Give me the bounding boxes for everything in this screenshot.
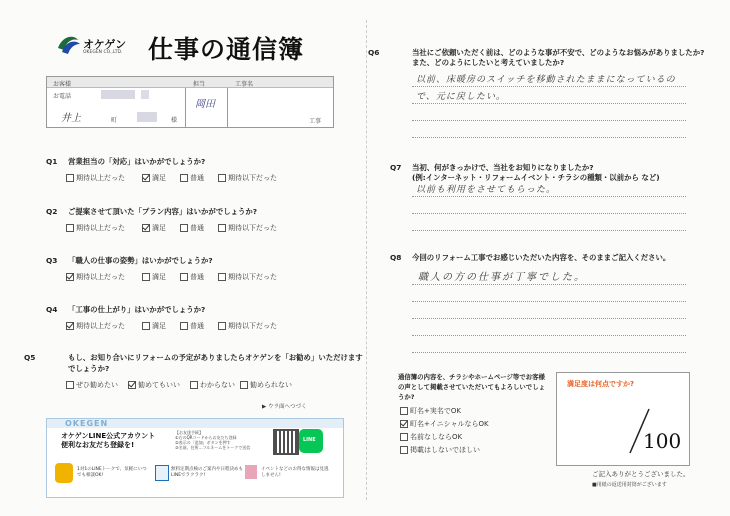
checkbox-icon[interactable] (400, 446, 408, 454)
answer-line (412, 318, 686, 319)
checkbox-icon[interactable] (180, 174, 188, 182)
q5-opt-4[interactable]: 勧められない (240, 380, 292, 390)
answer-line (412, 301, 686, 302)
phone-redacted-2 (141, 90, 149, 99)
answer-line (412, 120, 686, 121)
q8-text: 今回のリフォーム工事でお感じいただいた内容を、そのままご記入ください。 (412, 253, 671, 262)
q5 (24, 352, 368, 374)
calendar-icon (155, 465, 169, 481)
answer-line (412, 335, 686, 336)
page-title: 仕事の通信簿 (148, 35, 305, 64)
checkbox-icon[interactable] (66, 381, 74, 389)
q3-text: 「職人の仕事の姿勢」はいかがでしょうか? (68, 256, 213, 265)
checkbox-icon[interactable] (218, 273, 226, 281)
customer-label: お客様 (53, 81, 72, 88)
checkbox-icon[interactable] (400, 407, 408, 415)
q5-opt-2[interactable]: 勧めてもいい (128, 380, 180, 390)
promo-steps: 【お友達手続】 ①右のQRコードからお友だち登録 ②表示の「追加」ボタンを押す ③名前、住所…フルネームをトークで送信 (175, 430, 251, 450)
promo-head-2: 便利なお友だち登録を! (61, 441, 135, 449)
checkbox-icon[interactable] (190, 381, 198, 389)
q7-text: 当初、何がきっかけで、当社をお知りになりましたか? (412, 163, 594, 172)
publish-opt-1[interactable]: 町名+実名でOK (400, 406, 461, 416)
score-label: 満足度は何点ですか? (567, 380, 635, 388)
q4-opt-4[interactable]: 期待以下だった (218, 321, 277, 331)
q2-opt-2[interactable]: 満足 (142, 223, 166, 233)
q1-number: Q1 (46, 157, 58, 166)
q4-text: 「工事の仕上がり」はいかがでしょうか? (68, 305, 206, 314)
promo-banner-text: OKEGEN (65, 419, 109, 428)
q4-opt-1[interactable]: 期待以上だった (66, 321, 125, 331)
thumbs-up-icon (55, 463, 73, 483)
brand-sub: OKEGEN CO.,LTD. (83, 50, 123, 55)
customer-box (46, 76, 334, 128)
checkbox-icon[interactable] (66, 224, 74, 232)
checkbox-icon[interactable] (218, 322, 226, 330)
q1-opt-1[interactable]: 期待以上だった (66, 173, 125, 183)
next-page-note: ▶ ウラ面へつづく (262, 404, 307, 410)
footer-note: ■用紙の返送用封筒がございます (592, 482, 667, 488)
q3-opt-3[interactable]: 普通 (180, 272, 204, 282)
score-value[interactable]: 100 (643, 429, 682, 453)
triangle-right-icon: ▶ (262, 404, 267, 410)
publish-text: 通信簿の内容を、チラシやホームページ等でお客様の声として掲載させていただいてもよろしいでしょうか? (398, 373, 545, 401)
q5-opt-3[interactable]: わからない (190, 380, 235, 390)
q1-text: 営業担当の「対応」はいかがでしょうか? (68, 157, 206, 166)
phone-label: お電話 (53, 93, 72, 100)
q6 (368, 48, 712, 68)
fold-line (366, 20, 367, 500)
checkbox-checked-icon[interactable] (400, 420, 408, 428)
q5-opt-1[interactable]: ぜひ勧めたい (66, 380, 118, 390)
q2-opt-1[interactable]: 期待以上だった (66, 223, 125, 233)
q6-text: 当社にご依頼いただく前は、どのような事が不安で、どのようなお悩みがありましたか? また、どのようにしたいと考えていましたか? (412, 48, 705, 67)
customer-name: 井上 (61, 113, 81, 124)
address-redacted (137, 112, 157, 122)
q2-number: Q2 (46, 207, 58, 216)
promo-feature-2: 無料定期点検のご案内や日程決めもLINEでラクラク! (171, 467, 243, 478)
tantou-name: 岡田 (195, 99, 215, 110)
q1-opt-2[interactable]: 満足 (142, 173, 166, 183)
promo-feature-1: 1対1のLINEトークで、気軽にいつでも相談OK! (77, 467, 147, 478)
q7-number: Q7 (390, 163, 402, 172)
checkbox-icon[interactable] (240, 381, 248, 389)
okegen-logo (54, 34, 132, 64)
checkbox-icon[interactable] (142, 273, 150, 281)
q2-opt-4[interactable]: 期待以下だった (218, 223, 277, 233)
q4-opt-3[interactable]: 普通 (180, 321, 204, 331)
checkbox-icon[interactable] (400, 433, 408, 441)
q8-number: Q8 (390, 253, 402, 262)
publish-opt-2[interactable]: 町名+イニシャルならOK (400, 419, 489, 429)
publish-opt-3[interactable]: 名前なしならOK (400, 432, 462, 442)
sama-label: 様 (171, 117, 178, 124)
kouji-label: 工事名 (235, 81, 254, 88)
q1 (46, 156, 205, 167)
q4-number: Q4 (46, 305, 58, 314)
answer-line (412, 213, 686, 214)
q2 (46, 206, 257, 217)
checkbox-checked-icon[interactable] (66, 273, 74, 281)
checkbox-icon[interactable] (180, 224, 188, 232)
q3-opt-4[interactable]: 期待以下だった (218, 272, 277, 282)
checkbox-icon[interactable] (180, 322, 188, 330)
checkbox-icon[interactable] (218, 224, 226, 232)
q6-answer[interactable]: 以前、床暖房のスイッチを移動されたままになっているので、元に戻したい。 (416, 75, 676, 102)
q4 (46, 304, 205, 315)
q2-opt-3[interactable]: 普通 (180, 223, 204, 233)
q1-opt-4[interactable]: 期待以下だった (218, 173, 277, 183)
checkbox-icon[interactable] (180, 273, 188, 281)
q6-number: Q6 (368, 48, 380, 57)
q5-text: もし、お知り合いにリフォームの予定がありましたらオケゲンを「お勧め」いただけますでしょうか? (68, 353, 363, 373)
answer-line (412, 284, 686, 285)
q3 (46, 255, 213, 266)
q8-answer[interactable]: 職人の方の仕事が丁寧でした。 (418, 272, 586, 283)
line-promo (46, 418, 344, 498)
town-label: 町 (111, 117, 118, 124)
checkbox-checked-icon[interactable] (66, 322, 74, 330)
checkbox-icon[interactable] (66, 174, 74, 182)
q7-sub: (例:インターネット・リフォームイベント・チラシの種類・以前から など) (412, 173, 660, 182)
checkbox-checked-icon[interactable] (128, 381, 136, 389)
checkbox-checked-icon[interactable] (142, 174, 150, 182)
promo-feature-3: イベントなどのお得な情報は見逃しません! (261, 467, 329, 478)
okegen-logo-mark-icon (54, 34, 82, 56)
checkbox-icon[interactable] (142, 322, 150, 330)
checkbox-icon[interactable] (218, 174, 226, 182)
q8 (390, 252, 670, 263)
checkbox-checked-icon[interactable] (142, 224, 150, 232)
q2-text: ご提案させて頂いた「プラン内容」はいかがでしょうか? (68, 207, 258, 216)
kouji-suffix: 工事 (309, 118, 322, 125)
q3-number: Q3 (46, 256, 58, 265)
line-app-icon: LINE (299, 429, 323, 453)
promo-head-1: オケゲンLINE公式アカウント (61, 432, 156, 440)
thanks-text: ご記入ありがとうございました。 (592, 470, 690, 478)
publish-opt-4[interactable]: 掲載はしないでほしい (400, 445, 480, 455)
brand-name: オケゲン (83, 38, 127, 51)
q5-number: Q5 (24, 353, 36, 362)
gift-icon (245, 465, 257, 479)
q3-opt-2[interactable]: 満足 (142, 272, 166, 282)
q1-opt-3[interactable]: 普通 (180, 173, 204, 183)
q7-answer[interactable]: 以前も利用をさせてもらった。 (416, 185, 557, 195)
answer-line (412, 137, 686, 138)
tantou-label: 担当 (193, 81, 206, 88)
score-box (556, 372, 690, 466)
q4-opt-2[interactable]: 満足 (142, 321, 166, 331)
phone-redacted (101, 90, 135, 99)
answer-line (412, 352, 686, 353)
answer-line (412, 196, 686, 197)
qr-code[interactable] (273, 429, 299, 455)
answer-line (412, 230, 686, 231)
q3-opt-1[interactable]: 期待以上だった (66, 272, 125, 282)
